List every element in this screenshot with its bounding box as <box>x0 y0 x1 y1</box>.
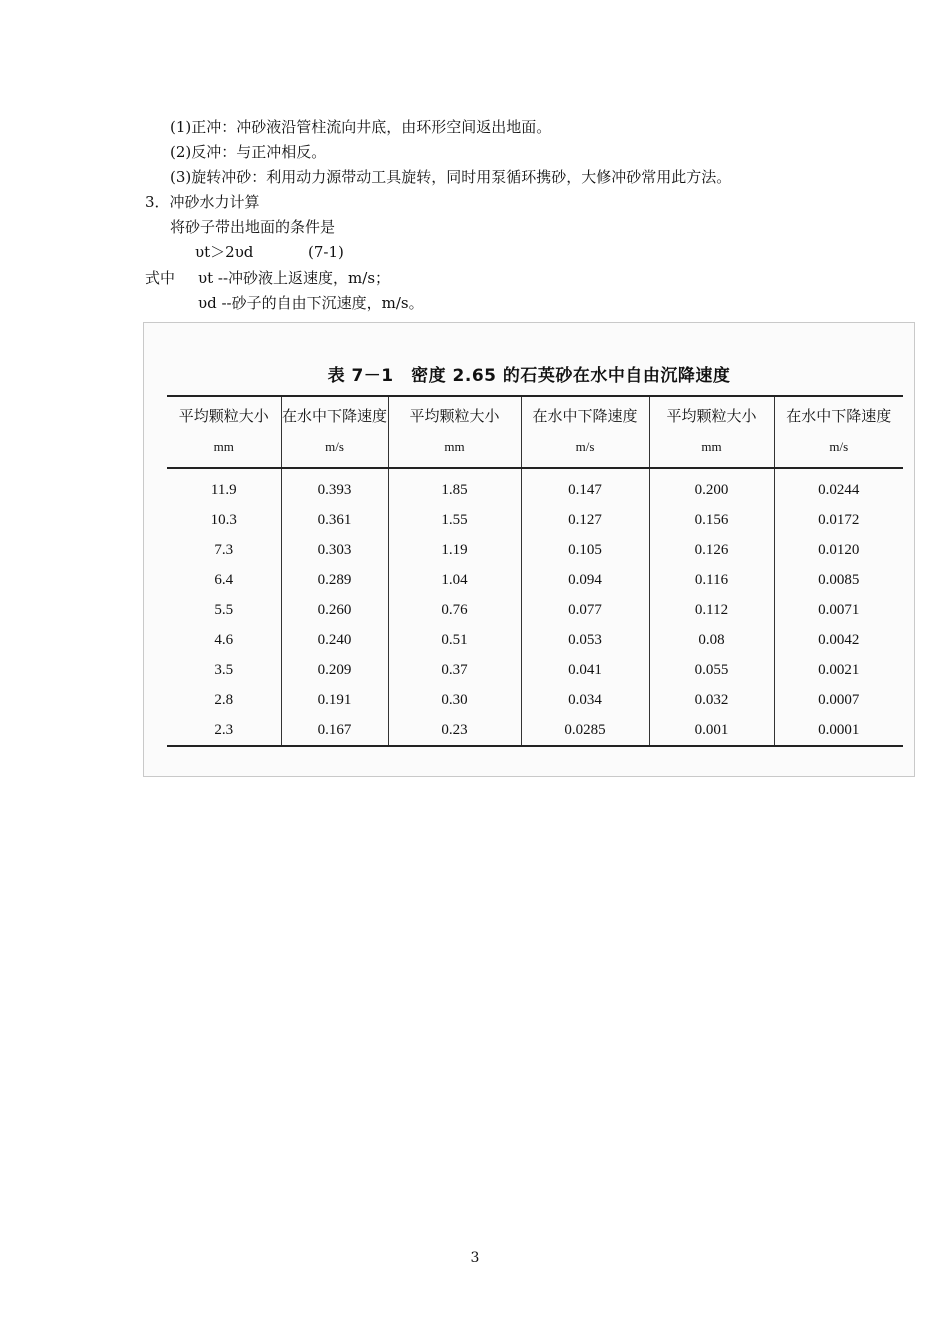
header-unit: mm <box>213 439 234 454</box>
table-cell: 0.260 <box>281 595 388 625</box>
table-cell: 0.156 <box>649 505 774 535</box>
table-caption: 表 7－1 密度 2.65 的石英砂在水中自由沉降速度 <box>327 366 731 386</box>
table-cell: 3.5 <box>214 661 234 678</box>
table-cell: 0.08 <box>649 625 774 655</box>
table-cell: 1.19 <box>388 535 521 565</box>
table-cell: 11.9 <box>210 481 237 498</box>
header-cell <box>521 396 649 468</box>
table-cell: 2.8 <box>214 691 234 708</box>
table-cell: 0.51 <box>388 625 521 655</box>
section-heading: 3．冲砂水力计算 <box>145 193 260 211</box>
header-label: 平均颗粒大小 <box>666 409 757 425</box>
table-cell: 0.167 <box>281 715 388 746</box>
table-row <box>167 505 903 535</box>
definition-return-velocity: υt --冲砂液上返速度，m/s； <box>198 269 391 287</box>
table-cell: 0.200 <box>649 468 774 505</box>
header-unit: mm <box>701 439 722 454</box>
table-cell: 1.04 <box>388 565 521 595</box>
table-row <box>167 655 903 685</box>
formula-number: (7-1) <box>308 243 344 261</box>
table-cell: 0.393 <box>281 468 388 505</box>
condition-text: 将砂子带出地面的条件是 <box>170 218 336 236</box>
table-row <box>167 625 903 655</box>
table-cell: 0.0172 <box>774 505 903 535</box>
table-row <box>167 535 903 565</box>
table-cell: 2.3 <box>167 715 281 746</box>
header-cell <box>649 396 774 468</box>
header-label: 在水中下降速度 <box>532 409 638 425</box>
table-cell: 0.289 <box>281 565 388 595</box>
table-cell: 0.147 <box>521 468 649 505</box>
scanned-table-figure <box>143 322 915 777</box>
list-item-forward-flush: (1)正冲：冲砂液沿管柱流向井底，由环形空间返出地面。 <box>170 118 552 136</box>
table-cell: 0.0120 <box>774 535 903 565</box>
table-cell: 0.127 <box>521 505 649 535</box>
table-cell: 0.23 <box>388 715 521 746</box>
table-cell: 0.0244 <box>774 468 903 505</box>
table-row <box>167 595 903 625</box>
table-cell: 0.191 <box>281 685 388 715</box>
table-cell: 0.032 <box>649 685 774 715</box>
table-header-row <box>167 396 903 468</box>
table-cell: 0.209 <box>281 655 388 685</box>
table-cell: 10.3 <box>210 511 237 528</box>
header-unit: mm <box>444 439 465 454</box>
table-cell: 0.053 <box>521 625 649 655</box>
table-cell: 0.0001 <box>774 715 903 746</box>
table-cell: 0.041 <box>521 655 649 685</box>
header-label: 平均颗粒大小 <box>409 409 500 425</box>
table-cell: 0.361 <box>281 505 388 535</box>
table-cell: 0.303 <box>281 535 388 565</box>
header-label: 在水中下降速度 <box>786 409 892 425</box>
table-cell: 0.76 <box>388 595 521 625</box>
list-item-reverse-flush: (2)反冲：与正冲相反。 <box>170 143 327 161</box>
table-cell: 0.105 <box>521 535 649 565</box>
header-unit: m/s <box>575 439 595 454</box>
table-row <box>167 685 903 715</box>
table-body <box>167 468 903 746</box>
table-cell: 5.5 <box>214 601 234 618</box>
table-cell: 0.0071 <box>774 595 903 625</box>
table-row <box>167 468 903 505</box>
header-cell <box>388 396 521 468</box>
table-cell: 0.0085 <box>774 565 903 595</box>
table-cell: 0.30 <box>388 685 521 715</box>
header-label: 平均颗粒大小 <box>178 409 269 425</box>
header-cell <box>774 396 903 468</box>
header-unit: m/s <box>325 439 344 454</box>
table-cell: 1.55 <box>388 505 521 535</box>
table-cell: 0.240 <box>281 625 388 655</box>
where-label: 式中 <box>145 269 176 287</box>
formula: υt＞2υd <box>195 243 254 261</box>
table-cell: 4.6 <box>214 631 234 648</box>
header-cell <box>281 396 388 468</box>
table-cell: 0.055 <box>649 655 774 685</box>
header-cell <box>167 396 281 468</box>
table-row <box>167 565 903 595</box>
table-cell: 0.0042 <box>774 625 903 655</box>
table-cell: 0.001 <box>649 715 774 746</box>
header-unit: m/s <box>829 439 849 454</box>
table-cell: 1.85 <box>388 468 521 505</box>
table-cell: 0.0021 <box>774 655 903 685</box>
table-cell: 0.116 <box>649 565 774 595</box>
table-cell: 0.112 <box>649 595 774 625</box>
page-number: 3 <box>470 1250 480 1266</box>
table-cell: 0.0007 <box>774 685 903 715</box>
table-cell: 7.3 <box>214 541 234 558</box>
table-cell: 0.077 <box>521 595 649 625</box>
table-cell: 0.034 <box>521 685 649 715</box>
table-row <box>167 715 903 746</box>
table-cell: 0.126 <box>649 535 774 565</box>
definition-settling-velocity: υd --砂子的自由下沉速度，m/s。 <box>198 294 424 312</box>
settling-velocity-table <box>167 395 903 747</box>
table-cell: 6.4 <box>214 571 234 588</box>
table-cell: 0.0285 <box>521 715 649 746</box>
table-cell: 0.094 <box>521 565 649 595</box>
list-item-rotary-flush: (3)旋转冲砂：利用动力源带动工具旋转，同时用泵循环携砂，大修冲砂常用此方法。 <box>170 168 732 186</box>
table-cell: 0.37 <box>388 655 521 685</box>
header-label: 在水中下降速度 <box>281 409 387 425</box>
